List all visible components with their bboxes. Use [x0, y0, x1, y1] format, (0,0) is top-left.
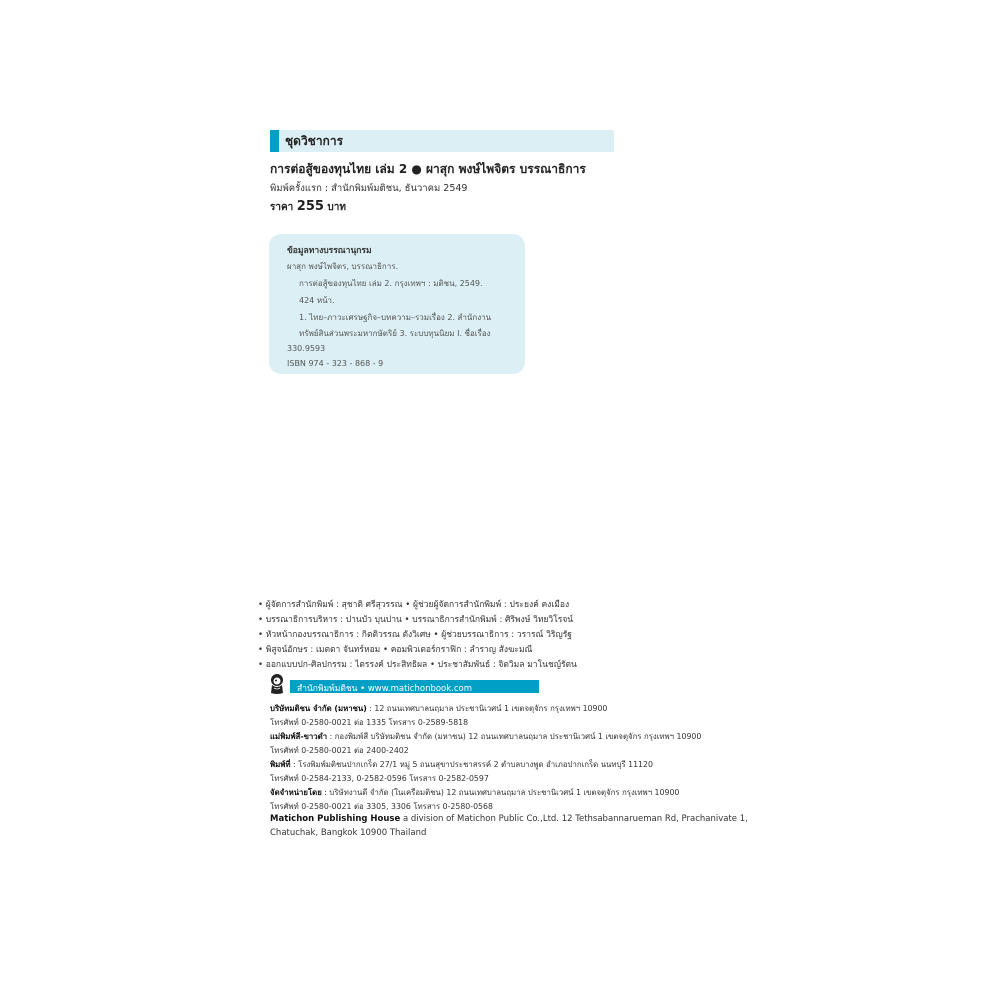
imprint-row	[270, 703, 607, 715]
series-accent-bar	[270, 130, 279, 152]
cip-line: การต่อสู้ของทุนไทย เล่ม 2. กรุงเทพฯ : มติชน, 2549.	[299, 279, 483, 288]
imprint-label: แม่พิมพ์สี-ขาวดำ	[270, 732, 328, 741]
imprint-label: Matichon Publishing House	[270, 814, 401, 824]
imprint-text: โทรศัพท์ 0-2580-0021 ต่อ 3305, 3306 โทรสาร 0-2580-0568	[270, 802, 493, 811]
credit-row: • บรรณาธิการบริหาร : ปานบัว บุนปาน • บรรณาธิการสำนักพิมพ์ : ศิริพงษ์ วิทยวิโรจน์	[258, 615, 574, 625]
credit-row: • หัวหน้ากองบรรณาธิการ : กิตติวรรณ ตังวิเศษ • ผู้ช่วยบรรณาธิการ : วรารณ์ วิริญรัฐ	[258, 630, 572, 640]
imprint-text: : 12 ถนนเทศบาลนฤมาล ประชานิเวศน์ 1 เขตจตุจักร กรุงเทพฯ 10900	[366, 704, 608, 713]
series-header	[270, 130, 614, 152]
imprint-label: จัดจำหน่ายโดย	[270, 788, 322, 797]
imprint-row	[270, 787, 679, 799]
publisher-logo-text: สำนักพิมพ์มติชน • www.matichonbook.com	[297, 684, 473, 694]
imprint-text: a division of Matichon Public Co.,Ltd. 12 Tethsabannarueman Rd, Prachanivate 1,	[400, 814, 748, 824]
edition-info: พิมพ์ครั้งแรก : สำนักพิมพ์มติชน, ธันวาคม 2549	[270, 183, 468, 194]
imprint-row	[270, 759, 653, 771]
imprint-text: โทรศัพท์ 0-2580-0021 ต่อ 2400-2402	[270, 746, 409, 755]
imprint-text: Chatuchak, Bangkok 10900 Thailand	[270, 828, 427, 838]
cip-line: 424 หน้า.	[299, 296, 335, 305]
imprint-text: : กองพิมพ์สี บริษัทมติชน จำกัด (มหาชน) 12 ถนนเทศบาลนฤมาล ประชานิเวศน์ 1 เขตจตุจักร กรุงเทพฯ 10900	[327, 732, 702, 741]
credit-row: • ผู้จัดการสำนักพิมพ์ : สุชาติ ศรีสุวรรณ • ผู้ช่วยผู้จัดการสำนักพิมพ์ : ประยงค์ คงเมือง	[258, 600, 570, 610]
imprint-text: โทรศัพท์ 0-2580-0021 ต่อ 1335 โทรสาร 0-2589-5818	[270, 718, 469, 727]
imprint-row	[270, 717, 468, 729]
imprint-row	[270, 814, 748, 824]
imprint-label: บริษัทมติชน จำกัด (มหาชน)	[270, 704, 367, 713]
imprint-label: พิมพ์ที่	[270, 760, 291, 769]
series-label: ชุดวิชาการ	[285, 134, 344, 148]
cip-line: 1. ไทย–ภาวะเศรษฐกิจ–บทความ–รวมเรื่อง 2. สำนักงาน	[299, 313, 492, 322]
imprint-text: : บริษัทงานดี จำกัด (ในเครือมติชน) 12 ถนนเทศบาลนฤมาล ประชานิเวศน์ 1 เขตจตุจักร กรุงเทพฯ 10900	[321, 788, 680, 797]
price	[270, 199, 346, 215]
publisher-logo-bar	[290, 680, 539, 693]
imprint-row	[270, 801, 493, 813]
cip-heading: ข้อมูลทางบรรณานุกรม	[287, 246, 372, 256]
imprint-row	[270, 773, 489, 785]
price-amount: 255	[296, 199, 324, 214]
cip-line: 330.9593	[287, 344, 326, 353]
imprint-text: โทรศัพท์ 0-2584-2133, 0-2582-0596 โทรสาร 0-2582-0597	[270, 774, 489, 783]
cip-isbn: ISBN 974 - 323 - 868 - 9	[287, 359, 384, 368]
price-unit: บาท	[327, 202, 346, 213]
cip-line: ทรัพย์สินส่วนพระมหากษัตริย์ 3. ระบบทุนนิยม I. ชื่อเรื่อง	[299, 329, 491, 338]
price-prefix: ราคา	[270, 202, 294, 213]
credit-row: • พิสูจน์อักษร : เมตตา จันทร์หอม • คอมพิวเตอร์กราฟิก : ลำราญ สังฆะมณี	[258, 645, 533, 655]
imprint-row	[270, 731, 701, 743]
cip-line: ผาสุก พงษ์ไพจิตร, บรรณาธิการ.	[287, 262, 399, 271]
book-title: การต่อสู้ของทุนไทย เล่ม 2 ● ผาสุก พงษ์ไพจิตร บรรณาธิการ	[270, 162, 586, 176]
publisher-mascot-icon	[268, 673, 286, 695]
imprint-row	[270, 828, 426, 838]
imprint-text: : โรงพิมพ์มติชนปากเกร็ด 27/1 หมู่ 5 ถนนสุขาประชาสรรค์ 2 ตำบลบางพูด อำเภอปากเกร็ด นนทบุรี 11120	[290, 760, 653, 769]
imprint-row	[270, 745, 409, 757]
cataloging-data-box	[269, 234, 525, 374]
credit-row: • ออกแบบปก-ศิลปกรรม : ไตรรงค์ ประสิทธิผล • ประชาสัมพันธ์ : จิตวิมล มาโนชญ์รัตน	[258, 660, 577, 670]
